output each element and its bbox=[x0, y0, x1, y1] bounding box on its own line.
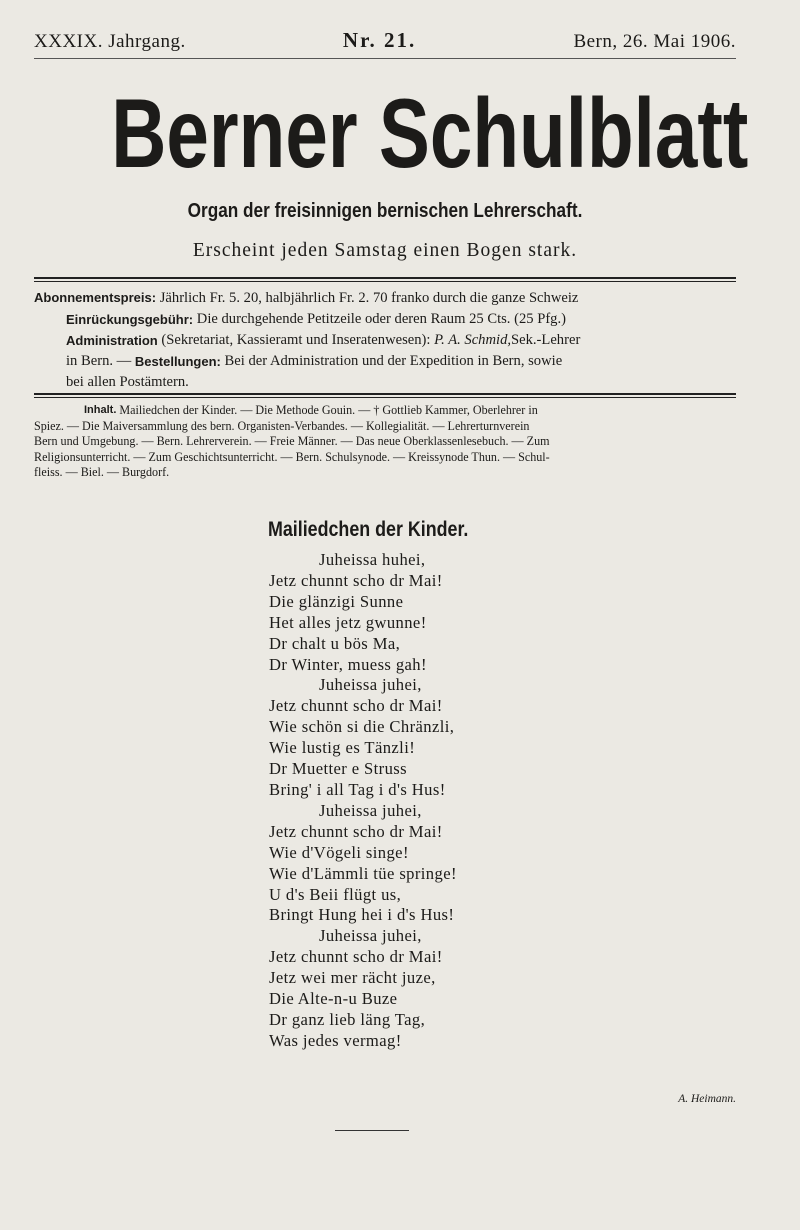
double-rule-top bbox=[34, 277, 736, 282]
poem-line: Juheissa juhei, bbox=[319, 926, 422, 946]
poem-line: U d's Beii flügt us, bbox=[269, 884, 402, 904]
place-date: Bern, 26. Mai 1906. bbox=[573, 31, 736, 52]
contents-label: Inhalt. bbox=[84, 404, 117, 416]
insertion-fee-text: Die durchgehende Petitzeile oder deren Raum 25 Cts. (25 Pfg.) bbox=[196, 311, 566, 327]
issue-number: Nr. 21. bbox=[342, 28, 417, 52]
poem-line: Jetz chunnt scho dr Mai! bbox=[269, 696, 443, 716]
issue-header bbox=[34, 28, 736, 53]
subscription-info bbox=[34, 287, 736, 393]
poem-line: Die glänzigi Sunne bbox=[269, 591, 404, 611]
poem-line: Jetz chunnt scho dr Mai! bbox=[269, 947, 443, 967]
poem-line: Juheissa juhei, bbox=[319, 675, 422, 695]
masthead-tagline: Erscheint jeden Samstag einen Bogen stark. bbox=[192, 240, 578, 261]
poem-line: Bringt Hung hei i d's Hus! bbox=[269, 905, 455, 925]
orders-text: Bei der Administration und der Expedition in Bern, sowie bbox=[224, 353, 563, 369]
poem-line: Juheissa juhei, bbox=[319, 800, 422, 820]
poem-stanza-4 bbox=[269, 926, 729, 1051]
end-rule bbox=[335, 1130, 409, 1131]
double-rule-bottom bbox=[34, 393, 736, 398]
poem-line: Was jedes vermag! bbox=[269, 1030, 402, 1050]
poem-line: Juheissa huhei, bbox=[319, 550, 426, 569]
orders-label: Bestellungen: bbox=[134, 354, 221, 369]
insertion-fee-label: Einrückungsgebühr: bbox=[66, 312, 194, 327]
poem-line: Wie d'Lämmli tüe springe! bbox=[269, 863, 457, 883]
poem-stanza-2 bbox=[269, 675, 729, 800]
administration-name: P. A. Schmid, bbox=[434, 332, 512, 348]
poem-line: Jetz chunnt scho dr Mai! bbox=[269, 821, 443, 841]
poem-line: Wie schön si die Chränzli, bbox=[269, 717, 455, 737]
subscription-price-label: Abonnementspreis: bbox=[34, 290, 157, 305]
orders-prefix: in Bern. — bbox=[66, 353, 132, 369]
contents-line-5: fleiss. — Biel. — Burgdorf. bbox=[34, 465, 170, 480]
poem-line: Jetz wei mer rächt juze, bbox=[269, 968, 436, 988]
contents-line-2: Spiez. — Die Maiversammlung des bern. Organisten-Verbandes. — Kollegialität. — Lehrerturnverein bbox=[34, 418, 530, 433]
poem-stanza-3 bbox=[269, 801, 729, 926]
contents-line-1: Mailiedchen der Kinder. — Die Methode Gouin. — † Gottlieb Kammer, Oberlehrer in bbox=[119, 403, 538, 417]
masthead-subtitle: Organ der freisinnigen bernischen Lehrerschaft. bbox=[187, 200, 583, 222]
poem-body bbox=[269, 550, 729, 1052]
masthead-title: Berner Schulblatt bbox=[111, 78, 749, 188]
header-rule bbox=[34, 58, 736, 59]
poem-line: Het alles jetz gwunne! bbox=[269, 612, 427, 632]
orders-text-end: bei allen Postämtern. bbox=[66, 374, 189, 390]
poem-line: Wie d'Vögeli singe! bbox=[269, 842, 409, 862]
poem-line: Dr Muetter e Struss bbox=[269, 759, 408, 779]
volume-label: XXXIX. Jahrgang. bbox=[34, 31, 186, 52]
poem-line: Dr Winter, muess gah! bbox=[269, 654, 427, 674]
poem-line: Dr chalt u bös Ma, bbox=[269, 633, 401, 653]
contents-line-3: Bern und Umgebung. — Bern. Lehrerverein. — Freie Männer. — Das neue Oberklassenlesebuch. — Zum bbox=[34, 434, 550, 449]
administration-text: (Sekretariat, Kassieramt und Inseratenwesen): bbox=[161, 332, 431, 348]
administration-title: Sek.-Lehrer bbox=[511, 332, 581, 348]
poem-line: Bring' i all Tag i d's Hus! bbox=[269, 779, 446, 799]
contents-line-4: Religionsunterricht. — Zum Geschichtsunterricht. — Bern. Schulsynode. — Kreissynode Thun. — Schul- bbox=[34, 449, 550, 464]
poem-title: Mailiedchen der Kinder. bbox=[268, 518, 469, 541]
poem-stanza-1 bbox=[269, 550, 729, 675]
administration-label: Administration bbox=[66, 333, 158, 348]
poem-line: Die Alte-n-u Buze bbox=[269, 989, 398, 1009]
poem-line: Dr ganz lieb läng Tag, bbox=[269, 1009, 426, 1029]
subscription-price-text: Jährlich Fr. 5. 20, halbjährlich Fr. 2. 70 franko durch die ganze Schweiz bbox=[159, 290, 579, 306]
poem-author: A. Heimann. bbox=[678, 1093, 736, 1105]
poem-line: Wie lustig es Tänzli! bbox=[269, 738, 416, 758]
table-of-contents bbox=[34, 403, 736, 481]
poem-line: Jetz chunnt scho dr Mai! bbox=[269, 570, 443, 590]
